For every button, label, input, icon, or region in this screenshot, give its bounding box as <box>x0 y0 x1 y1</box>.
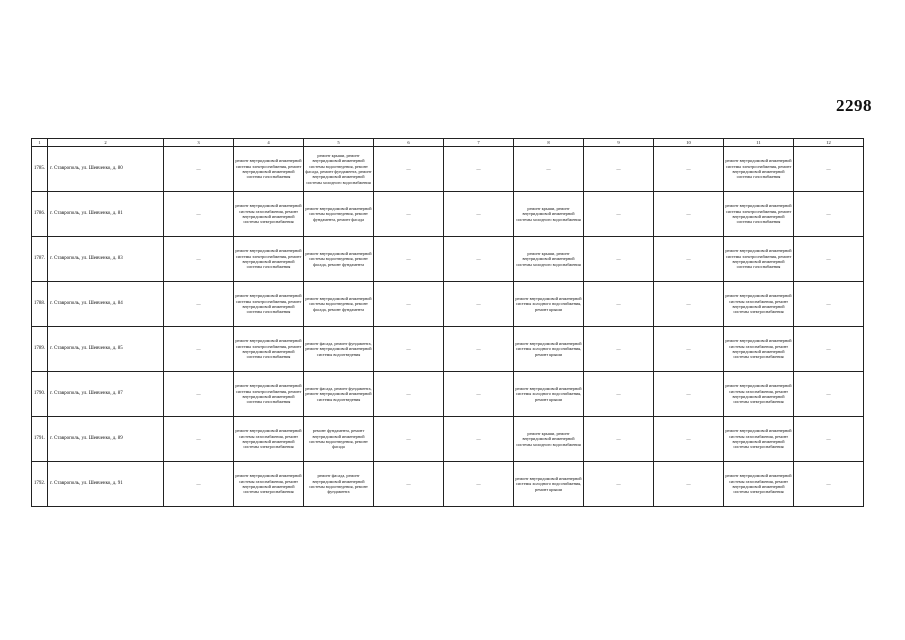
row-number: 1791. <box>32 417 48 462</box>
works-cell-col4: ремонт внутридомовой инженерной системы газоснабжения, ремонт внутридомовой инженерной системы электроснабжения <box>234 462 304 507</box>
row-number: 1785. <box>32 147 48 192</box>
works-cell-col11: ремонт внутридомовой инженерной системы газоснабжения, ремонт внутридомовой инженерной системы электроснабжения <box>724 327 794 372</box>
cell-col12: — <box>794 192 864 237</box>
column-number: 10 <box>654 139 724 147</box>
cell-col9: — <box>584 192 654 237</box>
works-cell-col4: ремонт внутридомовой инженерной системы электроснабжения, ремонт внутридомовой инженерной системы газоснабжения <box>234 372 304 417</box>
works-cell-col8: ремонт крыши, ремонт внутридомовой инженерной системы холодного водоснабжения <box>514 192 584 237</box>
cell-col3: — <box>164 282 234 327</box>
page-number: 2298 <box>836 96 872 115</box>
table-row <box>32 237 864 282</box>
cell-col7: — <box>444 192 514 237</box>
address-cell: г. Ставрополь, ул. Шевченко, д. 81 <box>48 192 164 237</box>
table-row <box>32 417 864 462</box>
works-cell-col4: ремонт внутридомовой инженерной системы газоснабжения, ремонт внутридомовой инженерной системы электроснабжения <box>234 192 304 237</box>
works-cell-col4: ремонт внутридомовой инженерной системы электроснабжения, ремонт внутридомовой инженерной системы газоснабжения <box>234 282 304 327</box>
cell-col10: — <box>654 372 724 417</box>
works-cell-col11: ремонт внутридомовой инженерной системы газоснабжения, ремонт внутридомовой инженерной системы электроснабжения <box>724 372 794 417</box>
row-number: 1792. <box>32 462 48 507</box>
cell-col7: — <box>444 462 514 507</box>
cell-col6: — <box>374 147 444 192</box>
row-number: 1788. <box>32 282 48 327</box>
cell-col6: — <box>374 237 444 282</box>
row-number: 1786. <box>32 192 48 237</box>
column-number: 11 <box>724 139 794 147</box>
works-cell-col11: ремонт внутридомовой инженерной системы электроснабжения, ремонт внутридомовой инженерной системы газоснабжения <box>724 237 794 282</box>
cell-col9: — <box>584 372 654 417</box>
works-cell-col8: ремонт внутридомовой инженерной системы холодного водоснабжения, ремонт крыши <box>514 327 584 372</box>
address-cell: г. Ставрополь, ул. Шевченко, д. 83 <box>48 237 164 282</box>
cell-col6: — <box>374 372 444 417</box>
address-cell: г. Ставрополь, ул. Шевченко, д. 91 <box>48 462 164 507</box>
works-cell-col8: ремонт внутридомовой инженерной системы холодного водоснабжения, ремонт крыши <box>514 282 584 327</box>
works-cell-col4: ремонт внутридомовой инженерной системы электроснабжения, ремонт внутридомовой инженерной системы газоснабжения <box>234 327 304 372</box>
address-cell: г. Ставрополь, ул. Шевченко, д. 85 <box>48 327 164 372</box>
cell-col3: — <box>164 192 234 237</box>
cell-col9: — <box>584 147 654 192</box>
cell-col3: — <box>164 462 234 507</box>
cell-col9: — <box>584 327 654 372</box>
cell-col12: — <box>794 462 864 507</box>
works-cell-col4: ремонт внутридомовой инженерной системы электроснабжения, ремонт внутридомовой инженерной системы газоснабжения <box>234 237 304 282</box>
works-cell-col5: ремонт внутридомовой инженерной системы водоотведения, ремонт фасада, ремонт фундамента <box>304 237 374 282</box>
works-cell-col11: ремонт внутридомовой инженерной системы электроснабжения, ремонт внутридомовой инженерной системы газоснабжения <box>724 147 794 192</box>
cell-col10: — <box>654 192 724 237</box>
table-row <box>32 372 864 417</box>
column-number: 3 <box>164 139 234 147</box>
works-cell-col11: ремонт внутридомовой инженерной системы газоснабжения, ремонт внутридомовой инженерной системы электроснабжения <box>724 417 794 462</box>
column-number: 5 <box>304 139 374 147</box>
cell-col7: — <box>444 147 514 192</box>
cell-col12: — <box>794 147 864 192</box>
works-cell-col4: ремонт внутридомовой инженерной системы электроснабжения, ремонт внутридомовой инженерной системы газоснабжения <box>234 147 304 192</box>
cell-col6: — <box>374 417 444 462</box>
works-cell-col11: ремонт внутридомовой инженерной системы газоснабжения, ремонт внутридомовой инженерной системы электроснабжения <box>724 462 794 507</box>
cell-col7: — <box>444 282 514 327</box>
table-row <box>32 462 864 507</box>
cell-col10: — <box>654 327 724 372</box>
cell-col3: — <box>164 237 234 282</box>
column-number: 7 <box>444 139 514 147</box>
cell-col7: — <box>444 327 514 372</box>
works-cell-col5: ремонт фундамента, ремонт внутридомовой инженерной системы водоотведения, ремонт фасада <box>304 417 374 462</box>
cell-col9: — <box>584 282 654 327</box>
column-number: 9 <box>584 139 654 147</box>
works-cell-col8: ремонт крыши, ремонт внутридомовой инженерной системы холодного водоснабжения <box>514 237 584 282</box>
cell-col12: — <box>794 417 864 462</box>
cell-col6: — <box>374 192 444 237</box>
column-number: 2 <box>48 139 164 147</box>
cell-col10: — <box>654 237 724 282</box>
address-cell: г. Ставрополь, ул. Шевченко, д. 89 <box>48 417 164 462</box>
table-row <box>32 327 864 372</box>
works-cell-col8: ремонт крыши, ремонт внутридомовой инженерной системы холодного водоснабжения <box>514 417 584 462</box>
cell-col9: — <box>584 417 654 462</box>
row-number: 1787. <box>32 237 48 282</box>
cell-col9: — <box>584 237 654 282</box>
cell-col6: — <box>374 282 444 327</box>
column-number: 1 <box>32 139 48 147</box>
column-number: 6 <box>374 139 444 147</box>
cell-col10: — <box>654 462 724 507</box>
column-numbers-row <box>32 139 864 147</box>
works-cell-col5: ремонт фасада, ремонт внутридомовой инженерной системы водоотведения, ремонт фундамента <box>304 462 374 507</box>
cell-col10: — <box>654 417 724 462</box>
works-cell-col11: ремонт внутридомовой инженерной системы газоснабжения, ремонт внутридомовой инженерной системы электроснабжения <box>724 282 794 327</box>
column-number: 4 <box>234 139 304 147</box>
row-number: 1789. <box>32 327 48 372</box>
table-row <box>32 282 864 327</box>
address-cell: г. Ставрополь, ул. Шевченко, д. 80 <box>48 147 164 192</box>
cell-col3: — <box>164 147 234 192</box>
repair-schedule-table <box>31 138 864 507</box>
address-cell: г. Ставрополь, ул. Шевченко, д. 87 <box>48 372 164 417</box>
cell-col10: — <box>654 282 724 327</box>
cell-col3: — <box>164 372 234 417</box>
works-cell-col8: ремонт внутридомовой инженерной системы холодного водоснабжения, ремонт крыши <box>514 372 584 417</box>
cell-col6: — <box>374 462 444 507</box>
address-cell: г. Ставрополь, ул. Шевченко, д. 84 <box>48 282 164 327</box>
cell-col3: — <box>164 417 234 462</box>
cell-col12: — <box>794 282 864 327</box>
column-number: 8 <box>514 139 584 147</box>
row-number: 1790. <box>32 372 48 417</box>
works-cell-col4: ремонт внутридомовой инженерной системы газоснабжения, ремонт внутридомовой инженерной системы электроснабжения <box>234 417 304 462</box>
works-cell-col8: — <box>514 147 584 192</box>
works-cell-col5: ремонт внутридомовой инженерной системы водоотведения, ремонт фундамента, ремонт фасада <box>304 192 374 237</box>
table-row <box>32 147 864 192</box>
table-row <box>32 192 864 237</box>
works-cell-col5: ремонт крыши, ремонт внутридомовой инженерной системы водоотведения, ремонт фасада, ремонт фундамента, ремонт внутридомовой инженерной системы холодного водоснабжения <box>304 147 374 192</box>
cell-col7: — <box>444 372 514 417</box>
cell-col10: — <box>654 147 724 192</box>
works-cell-col8: ремонт внутридомовой инженерной системы холодного водоснабжения, ремонт крыши <box>514 462 584 507</box>
cell-col3: — <box>164 327 234 372</box>
works-cell-col11: ремонт внутридомовой инженерной системы электроснабжения, ремонт внутридомовой инженерной системы газоснабжения <box>724 192 794 237</box>
works-cell-col5: ремонт фасада, ремонт фундамента, ремонт внутридомовой инженерной системы водоотведения <box>304 327 374 372</box>
cell-col6: — <box>374 327 444 372</box>
works-cell-col5: ремонт внутридомовой инженерной системы водоотведения, ремонт фасада, ремонт фундамента <box>304 282 374 327</box>
cell-col7: — <box>444 237 514 282</box>
cell-col12: — <box>794 237 864 282</box>
column-number: 12 <box>794 139 864 147</box>
cell-col7: — <box>444 417 514 462</box>
works-cell-col5: ремонт фасада, ремонт фундамента, ремонт внутридомовой инженерной системы водоотведения <box>304 372 374 417</box>
cell-col12: — <box>794 372 864 417</box>
cell-col12: — <box>794 327 864 372</box>
cell-col9: — <box>584 462 654 507</box>
